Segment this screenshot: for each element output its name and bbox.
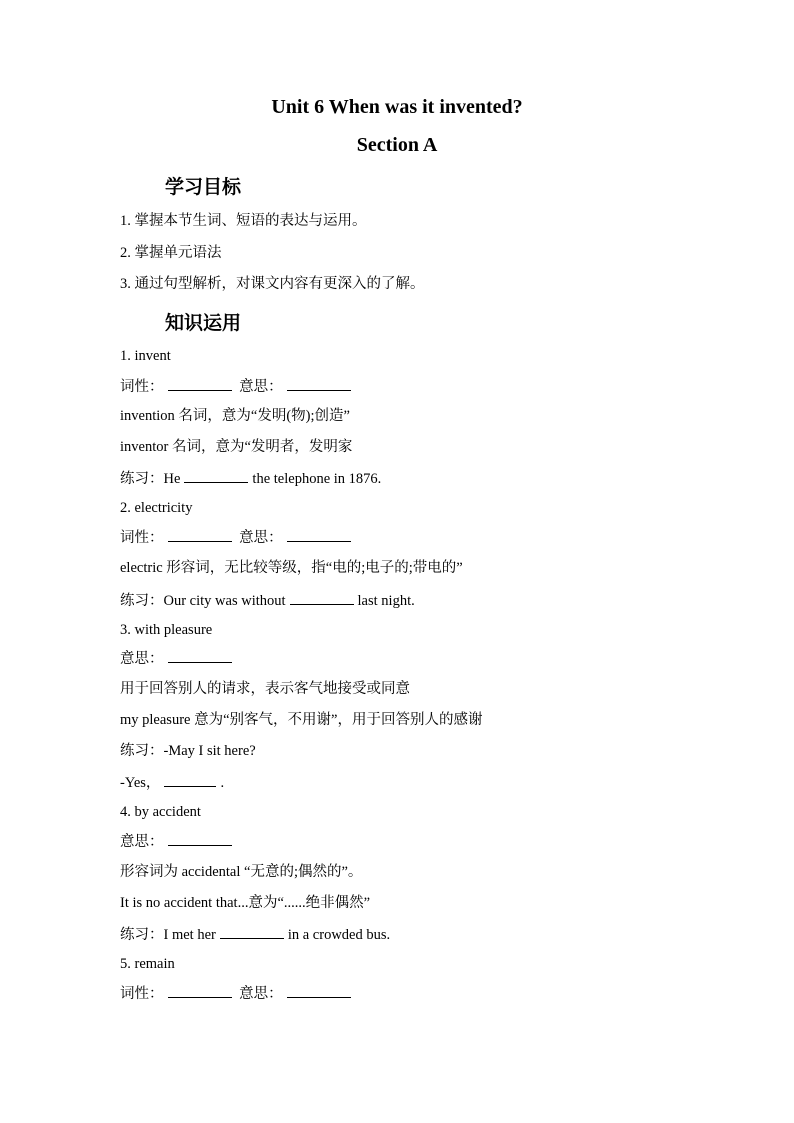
objective-item: 1. 掌握本节生词、短语的表达与运用。 bbox=[120, 213, 367, 229]
blank-line: 意思： bbox=[120, 648, 236, 669]
note-line: invention 名词，意为“发明(物);创造” bbox=[120, 408, 350, 424]
vocab-item: 2. electricity bbox=[120, 500, 193, 516]
exercise-line: 练习：-May I sit here? bbox=[120, 743, 256, 759]
blank-line: 词性： 意思： bbox=[120, 983, 355, 1004]
note-line: electric 形容词，无比较等级，指“电的;电子的;带电的” bbox=[120, 560, 463, 576]
exercise-line: -Yes， . bbox=[120, 772, 224, 793]
answer-blank bbox=[164, 772, 216, 787]
section-heading-objectives: 学习目标 bbox=[165, 176, 242, 198]
blank-line: 意思： bbox=[120, 831, 236, 852]
answer-blank bbox=[168, 527, 232, 542]
objective-item: 2. 掌握单元语法 bbox=[120, 245, 222, 261]
note-line: It is no accident that...意为“......绝非偶然” bbox=[120, 895, 371, 911]
doc-title: Unit 6 When was it invented? bbox=[271, 96, 523, 118]
note-line: 形容词为 accidental “无意的;偶然的”。 bbox=[120, 864, 363, 880]
answer-blank bbox=[290, 590, 354, 605]
answer-blank bbox=[168, 648, 232, 663]
note-line: 用于回答别人的请求，表示客气地接受或同意 bbox=[120, 681, 410, 697]
exercise-line: 练习：Our city was without last night. bbox=[120, 590, 415, 611]
answer-blank bbox=[168, 376, 232, 391]
objective-item: 3. 通过句型解析，对课文内容有更深入的了解。 bbox=[120, 276, 425, 292]
answer-blank bbox=[287, 527, 351, 542]
answer-blank bbox=[184, 468, 248, 483]
vocab-item: 5. remain bbox=[120, 956, 175, 972]
answer-blank bbox=[287, 376, 351, 391]
note-line: inventor 名词，意为“发明者，发明家 bbox=[120, 439, 353, 455]
section-heading-knowledge: 知识运用 bbox=[165, 312, 242, 334]
vocab-item: 3. with pleasure bbox=[120, 622, 213, 638]
answer-blank bbox=[168, 983, 232, 998]
exercise-line: 练习：I met her in a crowded bus. bbox=[120, 924, 390, 945]
note-line: my pleasure 意为“别客气，不用谢”，用于回答别人的感谢 bbox=[120, 712, 483, 728]
vocab-item: 1. invent bbox=[120, 348, 171, 364]
blank-line: 词性： 意思： bbox=[120, 527, 355, 548]
answer-blank bbox=[287, 983, 351, 998]
doc-subtitle: Section A bbox=[356, 134, 438, 156]
answer-blank bbox=[168, 831, 232, 846]
blank-line: 词性： 意思： bbox=[120, 376, 355, 397]
exercise-line: 练习：He the telephone in 1876. bbox=[120, 468, 381, 489]
vocab-item: 4. by accident bbox=[120, 804, 201, 820]
answer-blank bbox=[220, 924, 284, 939]
